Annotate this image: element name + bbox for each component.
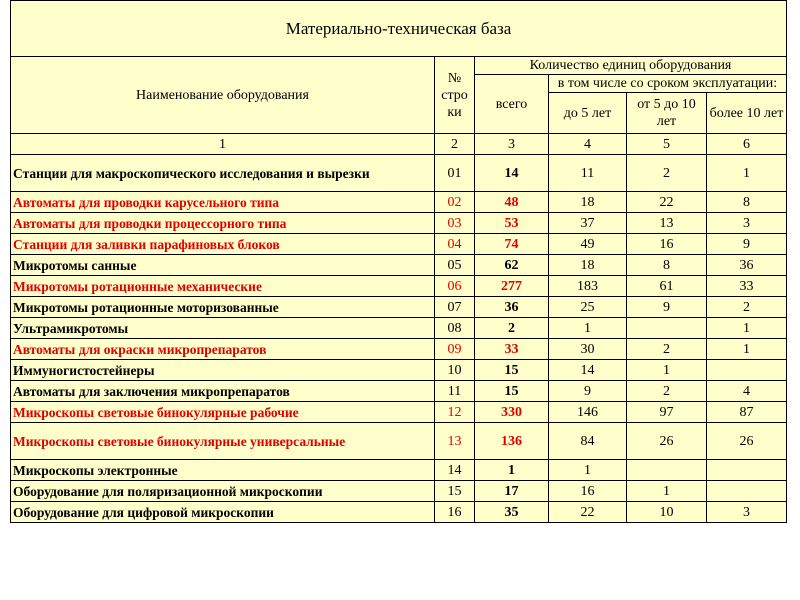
row-number: 04 [435,234,475,255]
table-row [11,213,787,234]
equipment-name: Иммуногистостейнеры [11,360,435,381]
count-5-to-10-years: 2 [627,155,707,192]
count-under-5-years: 49 [549,234,627,255]
table-row [11,360,787,381]
row-number: 01 [435,155,475,192]
header-under-5: до 5 лет [549,93,627,134]
count-5-to-10-years: 8 [627,255,707,276]
count-under-5-years: 146 [549,402,627,423]
total-count: 35 [475,502,549,523]
total-count: 2 [475,318,549,339]
count-over-10-years: 3 [707,502,787,523]
count-under-5-years: 25 [549,297,627,318]
count-5-to-10-years: 2 [627,381,707,402]
equipment-name: Автоматы для заключения микропрепаратов [11,381,435,402]
total-count: 1 [475,460,549,481]
total-count: 36 [475,297,549,318]
equipment-table [10,0,787,523]
count-over-10-years: 4 [707,381,787,402]
equipment-name: Станции для заливки парафиновых блоков [11,234,435,255]
column-number-row [11,134,787,155]
count-under-5-years: 11 [549,155,627,192]
total-count: 17 [475,481,549,502]
count-over-10-years: 8 [707,192,787,213]
count-under-5-years: 18 [549,192,627,213]
table-row [11,460,787,481]
total-count: 74 [475,234,549,255]
count-over-10-years [707,481,787,502]
count-over-10-years: 33 [707,276,787,297]
row-number: 05 [435,255,475,276]
header-quantity: Количество единиц оборудования [475,57,787,75]
row-number: 08 [435,318,475,339]
equipment-name: Микротомы санные [11,255,435,276]
row-number: 14 [435,460,475,481]
count-5-to-10-years: 13 [627,213,707,234]
count-under-5-years: 9 [549,381,627,402]
count-under-5-years: 14 [549,360,627,381]
table-row [11,276,787,297]
column-number: 2 [435,134,475,155]
equipment-name: Автоматы для проводки процессорного типа [11,213,435,234]
count-over-10-years: 87 [707,402,787,423]
row-number: 12 [435,402,475,423]
count-5-to-10-years: 97 [627,402,707,423]
row-number: 03 [435,213,475,234]
header-5-to-10: от 5 до 10 лет [627,93,707,134]
table-row [11,255,787,276]
count-over-10-years: 36 [707,255,787,276]
total-count: 53 [475,213,549,234]
row-number: 02 [435,192,475,213]
row-number: 07 [435,297,475,318]
header-row-1 [11,57,787,75]
column-number: 6 [707,134,787,155]
equipment-name: Микротомы ротационные моторизованные [11,297,435,318]
count-over-10-years: 1 [707,318,787,339]
count-under-5-years: 30 [549,339,627,360]
title-row [11,1,787,57]
row-number: 13 [435,423,475,460]
count-over-10-years: 9 [707,234,787,255]
table-row [11,402,787,423]
total-count: 15 [475,381,549,402]
equipment-name: Оборудование для поляризационной микроскопии [11,481,435,502]
table-row [11,481,787,502]
count-5-to-10-years: 16 [627,234,707,255]
count-under-5-years: 183 [549,276,627,297]
count-over-10-years: 2 [707,297,787,318]
count-under-5-years: 16 [549,481,627,502]
count-5-to-10-years: 1 [627,481,707,502]
table-row [11,318,787,339]
table-row [11,502,787,523]
total-count: 14 [475,155,549,192]
row-number: 10 [435,360,475,381]
total-count: 33 [475,339,549,360]
count-5-to-10-years [627,318,707,339]
table-row [11,297,787,318]
count-5-to-10-years: 9 [627,297,707,318]
equipment-name: Станции для макроскопического исследования и вырезки [11,155,435,192]
count-under-5-years: 1 [549,318,627,339]
count-5-to-10-years: 2 [627,339,707,360]
count-5-to-10-years: 61 [627,276,707,297]
count-5-to-10-years: 10 [627,502,707,523]
table-row [11,234,787,255]
equipment-name: Оборудование для цифровой микроскопии [11,502,435,523]
table-row [11,423,787,460]
count-5-to-10-years: 1 [627,360,707,381]
count-under-5-years: 22 [549,502,627,523]
table-row [11,155,787,192]
row-number: 11 [435,381,475,402]
row-number: 09 [435,339,475,360]
table-title: Материально-техническая база [11,1,787,57]
count-over-10-years [707,460,787,481]
count-over-10-years [707,360,787,381]
header-total: всего [475,75,549,134]
total-count: 48 [475,192,549,213]
table-row [11,192,787,213]
total-count: 277 [475,276,549,297]
count-5-to-10-years: 22 [627,192,707,213]
row-number: 15 [435,481,475,502]
equipment-name: Микроскопы световые бинокулярные рабочие [11,402,435,423]
header-name: Наименование оборудования [11,57,435,134]
total-count: 136 [475,423,549,460]
header-over-10: более 10 лет [707,93,787,134]
header-service-life: в том числе со сроком эксплуатации: [549,75,787,93]
table-row [11,381,787,402]
equipment-name: Микроскопы электронные [11,460,435,481]
total-count: 15 [475,360,549,381]
count-under-5-years: 37 [549,213,627,234]
total-count: 62 [475,255,549,276]
count-5-to-10-years: 26 [627,423,707,460]
count-5-to-10-years [627,460,707,481]
equipment-name: Автоматы для проводки карусельного типа [11,192,435,213]
column-number: 5 [627,134,707,155]
count-over-10-years: 26 [707,423,787,460]
count-over-10-years: 1 [707,155,787,192]
count-under-5-years: 18 [549,255,627,276]
column-number: 4 [549,134,627,155]
total-count: 330 [475,402,549,423]
count-under-5-years: 1 [549,460,627,481]
column-number: 1 [11,134,435,155]
count-over-10-years: 3 [707,213,787,234]
count-over-10-years: 1 [707,339,787,360]
equipment-name: Микротомы ротационные механические [11,276,435,297]
equipment-name: Ультрамикротомы [11,318,435,339]
count-under-5-years: 84 [549,423,627,460]
column-number: 3 [475,134,549,155]
equipment-name: Автоматы для окраски микропрепаратов [11,339,435,360]
equipment-name: Микроскопы световые бинокулярные универсальные [11,423,435,460]
row-number: 06 [435,276,475,297]
header-row-no: № стро ки [435,57,475,134]
row-number: 16 [435,502,475,523]
table-row [11,339,787,360]
